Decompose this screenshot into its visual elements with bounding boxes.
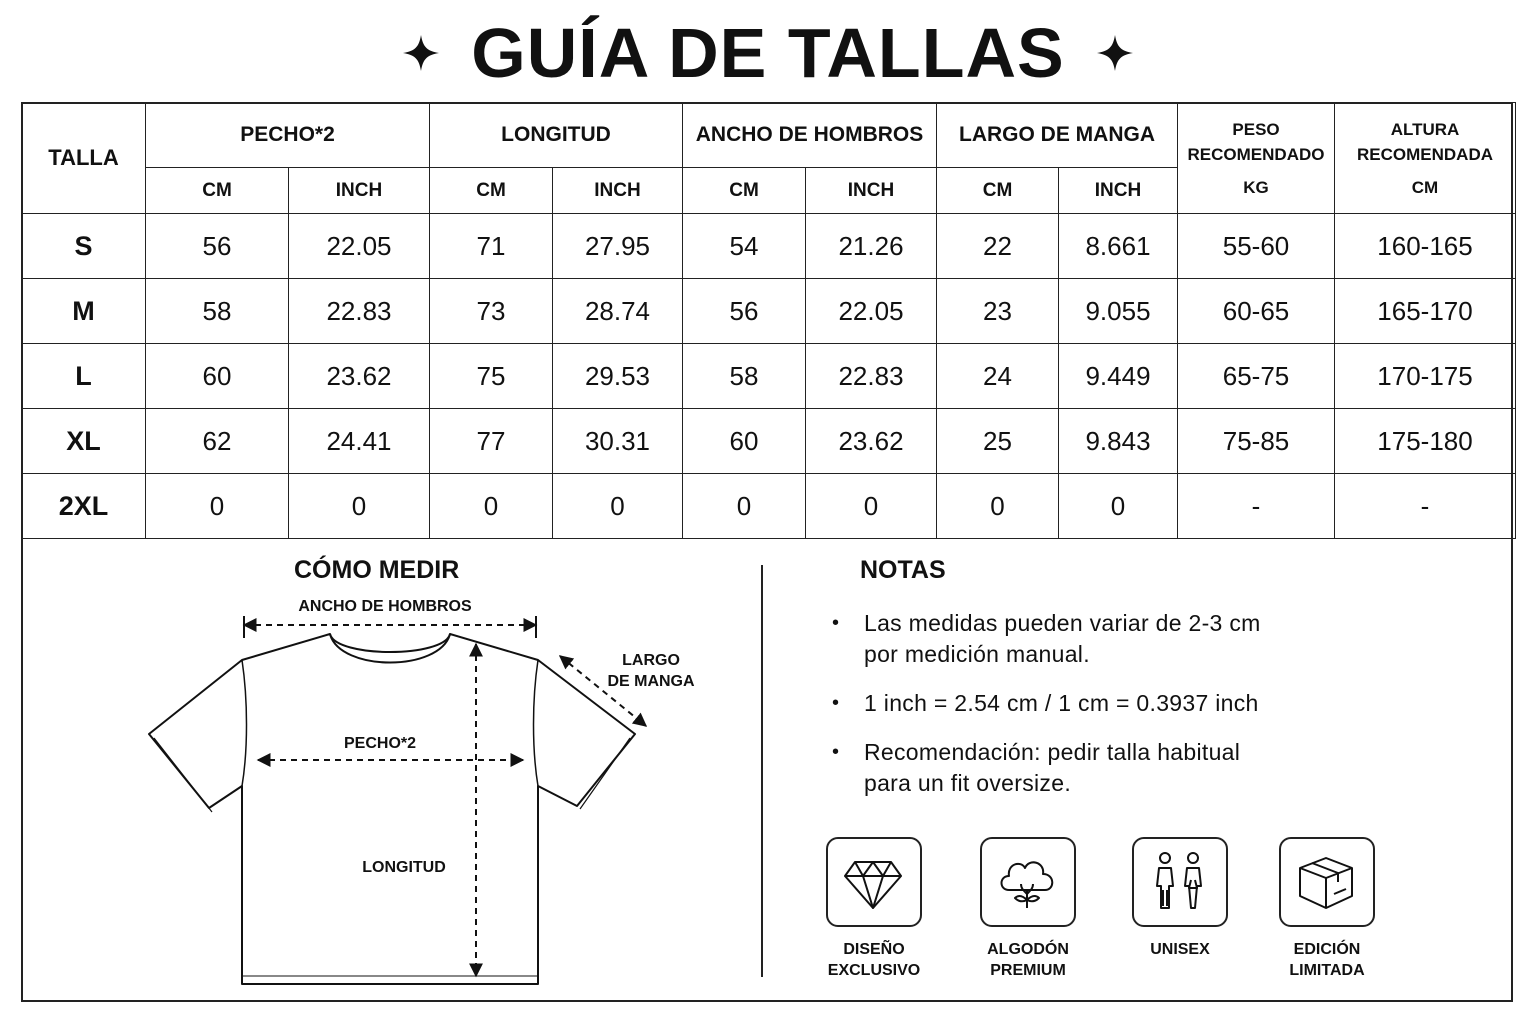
value-cell: 54 <box>683 214 806 279</box>
value-cell: 8.661 <box>1059 214 1178 279</box>
value-cell: 62 <box>146 409 289 474</box>
page-title: GUÍA DE TALLAS <box>471 14 1065 92</box>
bullet-icon: • <box>832 741 840 763</box>
value-cell: 60-65 <box>1178 279 1335 344</box>
length-header: LONGITUD <box>430 103 683 168</box>
badge-caption-line2: LIMITADA <box>1289 962 1365 979</box>
tshirt-diagram <box>140 610 660 990</box>
notes-list <box>830 608 1350 817</box>
weight-header-line1: PESO <box>1232 119 1280 139</box>
value-cell: 27.95 <box>553 214 683 279</box>
tshirt-outline-icon <box>149 634 635 984</box>
value-cell: 30.31 <box>553 409 683 474</box>
height-header <box>1335 103 1516 214</box>
value-cell: 22.05 <box>806 279 937 344</box>
height-unit: CM <box>1411 177 1439 197</box>
badge-caption-line1: DISEÑO <box>843 941 905 958</box>
badge-caption-line2: EXCLUSIVO <box>827 962 921 979</box>
sleeve-label <box>595 650 707 692</box>
bullet-icon: • <box>832 612 840 634</box>
badge-caption <box>1105 939 1255 960</box>
size-table <box>21 102 1516 539</box>
badge-box <box>980 837 1076 927</box>
value-cell: 165-170 <box>1335 279 1516 344</box>
size-cell: M <box>22 279 146 344</box>
value-cell: 23.62 <box>289 344 430 409</box>
value-cell: 71 <box>430 214 553 279</box>
size-cell: S <box>22 214 146 279</box>
badge-caption-line1: EDICIÓN <box>1293 941 1361 958</box>
badge-caption <box>799 939 949 981</box>
weight-header <box>1178 103 1335 214</box>
note-line: por medición manual. <box>864 641 1090 667</box>
sleeve-label-line2: DE MANGA <box>607 673 695 690</box>
value-cell: 23 <box>937 279 1059 344</box>
value-cell: 0 <box>683 474 806 539</box>
badge-limited-edition <box>1252 837 1402 981</box>
title-bar <box>0 8 1536 98</box>
value-cell: 24.41 <box>289 409 430 474</box>
value-cell: 75 <box>430 344 553 409</box>
value-cell: 58 <box>683 344 806 409</box>
value-cell: 56 <box>146 214 289 279</box>
unit-cm: CM <box>937 168 1059 214</box>
size-cell: 2XL <box>22 474 146 539</box>
value-cell: 9.843 <box>1059 409 1178 474</box>
unit-cm: CM <box>683 168 806 214</box>
value-cell: 56 <box>683 279 806 344</box>
sparkle-right-icon <box>1095 33 1135 73</box>
value-cell: 160-165 <box>1335 214 1516 279</box>
value-cell: 28.74 <box>553 279 683 344</box>
notes-title: NOTAS <box>860 556 946 584</box>
chest-header: PECHO*2 <box>146 103 430 168</box>
table-row <box>22 344 1516 409</box>
unisex-icon <box>1147 850 1211 914</box>
value-cell: 77 <box>430 409 553 474</box>
size-header: TALLA <box>22 103 146 214</box>
value-cell: 75-85 <box>1178 409 1335 474</box>
note-item <box>830 737 1350 799</box>
value-cell: 0 <box>553 474 683 539</box>
length-label: LONGITUD <box>362 859 446 876</box>
value-cell: 29.53 <box>553 344 683 409</box>
weight-header-line2: RECOMENDADO <box>1187 144 1325 164</box>
badge-unisex <box>1105 837 1255 960</box>
value-cell: 175-180 <box>1335 409 1516 474</box>
badge-caption-line1: UNISEX <box>1150 941 1210 958</box>
value-cell: 0 <box>289 474 430 539</box>
value-cell: 21.26 <box>806 214 937 279</box>
box-icon <box>1294 850 1358 914</box>
value-cell: 22 <box>937 214 1059 279</box>
bullet-icon: • <box>832 692 840 714</box>
badge-exclusive-design <box>799 837 949 981</box>
badge-box <box>826 837 922 927</box>
value-cell: 25 <box>937 409 1059 474</box>
value-cell: 0 <box>146 474 289 539</box>
value-cell: 60 <box>146 344 289 409</box>
value-cell: 170-175 <box>1335 344 1516 409</box>
unit-inch: INCH <box>553 168 683 214</box>
value-cell: 24 <box>937 344 1059 409</box>
size-cell: L <box>22 344 146 409</box>
shoulder-label: ANCHO DE HOMBROS <box>298 598 472 615</box>
badge-caption-line2: PREMIUM <box>990 962 1066 979</box>
note-line: Recomendación: pedir talla habitual <box>864 739 1241 765</box>
unit-cm: CM <box>146 168 289 214</box>
sleeve-label-line1: LARGO <box>622 652 680 669</box>
badge-caption <box>1252 939 1402 981</box>
value-cell: 55-60 <box>1178 214 1335 279</box>
value-cell: 0 <box>1059 474 1178 539</box>
shoulder-header: ANCHO DE HOMBROS <box>683 103 937 168</box>
note-item <box>830 608 1350 670</box>
value-cell: - <box>1335 474 1516 539</box>
value-cell: 0 <box>937 474 1059 539</box>
table-row <box>22 409 1516 474</box>
size-cell: XL <box>22 409 146 474</box>
unit-inch: INCH <box>289 168 430 214</box>
badge-box <box>1132 837 1228 927</box>
diamond-icon <box>841 850 905 914</box>
sleeve-header: LARGO DE MANGA <box>937 103 1178 168</box>
value-cell: 22.83 <box>289 279 430 344</box>
badge-caption <box>953 939 1103 981</box>
how-to-measure-title: CÓMO MEDIR <box>294 556 460 584</box>
value-cell: 0 <box>430 474 553 539</box>
unit-cm: CM <box>430 168 553 214</box>
value-cell: 60 <box>683 409 806 474</box>
note-line: 1 inch = 2.54 cm / 1 cm = 0.3937 inch <box>864 690 1259 716</box>
note-item <box>830 688 1350 719</box>
value-cell: 22.83 <box>806 344 937 409</box>
unit-inch: INCH <box>806 168 937 214</box>
unit-inch: INCH <box>1059 168 1178 214</box>
cotton-icon <box>995 850 1059 914</box>
value-cell: 58 <box>146 279 289 344</box>
table-row <box>22 474 1516 539</box>
value-cell: 0 <box>806 474 937 539</box>
badge-premium-cotton <box>953 837 1103 981</box>
value-cell: 9.449 <box>1059 344 1178 409</box>
height-header-line1: ALTURA <box>1390 119 1460 139</box>
value-cell: 9.055 <box>1059 279 1178 344</box>
weight-unit: KG <box>1243 177 1269 197</box>
value-cell: 73 <box>430 279 553 344</box>
chest-label: PECHO*2 <box>343 735 417 752</box>
value-cell: 23.62 <box>806 409 937 474</box>
note-line: Las medidas pueden variar de 2-3 cm <box>864 610 1261 636</box>
table-row <box>22 279 1516 344</box>
value-cell: 65-75 <box>1178 344 1335 409</box>
badge-box <box>1279 837 1375 927</box>
value-cell: 22.05 <box>289 214 430 279</box>
section-divider <box>761 565 763 977</box>
height-header-line2: RECOMENDADA <box>1357 144 1494 164</box>
sparkle-left-icon <box>401 33 441 73</box>
note-line: para un fit oversize. <box>864 770 1072 796</box>
value-cell: - <box>1178 474 1335 539</box>
table-row <box>22 214 1516 279</box>
badge-caption-line1: ALGODÓN <box>987 941 1069 958</box>
